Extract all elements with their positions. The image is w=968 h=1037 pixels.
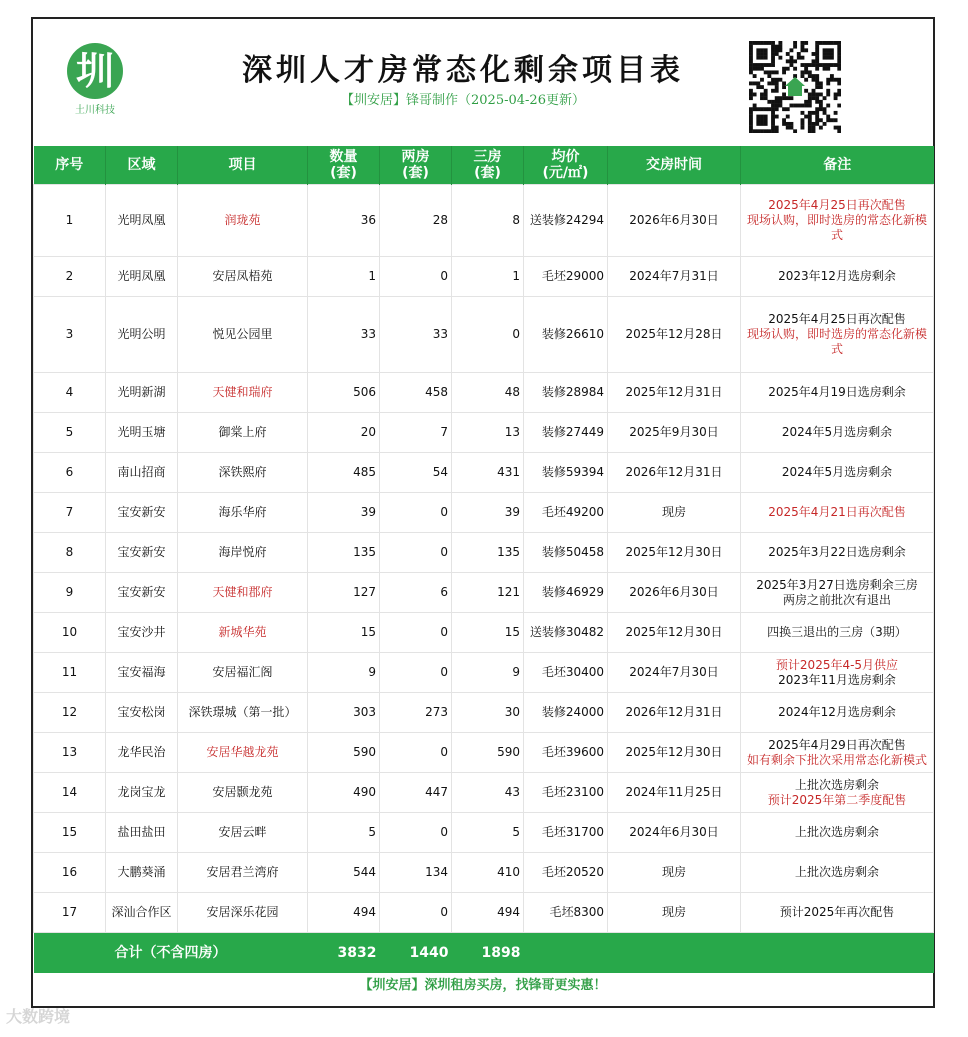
row-two-room: 458 bbox=[380, 373, 452, 413]
note-line: 2025年4月25日再次配售 bbox=[768, 198, 906, 212]
row-project: 悦见公园里 bbox=[178, 297, 308, 373]
row-delivery: 2026年12月31日 bbox=[608, 453, 741, 493]
note-line: 上批次选房剩余 bbox=[794, 777, 879, 792]
row-delivery: 2025年12月30日 bbox=[608, 613, 741, 653]
row-number: 2 bbox=[34, 257, 106, 297]
row-three-room: 0 bbox=[452, 297, 524, 373]
row-number: 1 bbox=[34, 185, 106, 257]
row-delivery: 2024年7月31日 bbox=[608, 257, 741, 297]
table-row bbox=[34, 733, 934, 773]
column-header: 项目 bbox=[178, 146, 308, 185]
row-number: 13 bbox=[34, 733, 106, 773]
table-row bbox=[34, 813, 934, 853]
row-delivery: 2024年6月30日 bbox=[608, 813, 741, 853]
row-notes bbox=[741, 185, 934, 257]
row-two-room: 0 bbox=[380, 257, 452, 297]
total-label: 合计（不含四房） bbox=[34, 933, 308, 974]
row-price: 毛坯23100 bbox=[524, 773, 608, 813]
row-price: 毛坯49200 bbox=[524, 493, 608, 533]
header bbox=[33, 19, 933, 145]
row-price: 毛坯20520 bbox=[524, 853, 608, 893]
footer-slogan: 【圳安居】深圳租房买房，找锋哥更实惠！ bbox=[359, 978, 607, 993]
row-notes bbox=[741, 373, 934, 413]
row-area: 宝安松岗 bbox=[106, 693, 178, 733]
row-delivery: 现房 bbox=[608, 893, 741, 933]
row-area: 盐田盐田 bbox=[106, 813, 178, 853]
row-number: 4 bbox=[34, 373, 106, 413]
row-quantity: 5 bbox=[308, 813, 380, 853]
row-project: 安居深乐花园 bbox=[178, 893, 308, 933]
row-two-room: 0 bbox=[380, 733, 452, 773]
row-three-room: 135 bbox=[452, 533, 524, 573]
row-price: 装修50458 bbox=[524, 533, 608, 573]
row-project: 天健和郡府 bbox=[178, 573, 308, 613]
row-two-room: 0 bbox=[380, 533, 452, 573]
row-quantity: 303 bbox=[308, 693, 380, 733]
row-project: 御棠上府 bbox=[178, 413, 308, 453]
table-row bbox=[34, 413, 934, 453]
total-two: 1440 bbox=[380, 933, 452, 974]
row-project: 新城华苑 bbox=[178, 613, 308, 653]
row-price: 毛坯8300 bbox=[524, 893, 608, 933]
table-header-row bbox=[34, 146, 934, 185]
row-price: 送装修30482 bbox=[524, 613, 608, 653]
row-quantity: 590 bbox=[308, 733, 380, 773]
table-row bbox=[34, 613, 934, 653]
row-notes bbox=[741, 693, 934, 733]
row-number: 6 bbox=[34, 453, 106, 493]
row-number: 15 bbox=[34, 813, 106, 853]
row-delivery: 2025年12月31日 bbox=[608, 373, 741, 413]
row-area: 南山招商 bbox=[106, 453, 178, 493]
note-line: 2025年3月22日选房剩余 bbox=[768, 545, 906, 559]
row-area: 龙华民治 bbox=[106, 733, 178, 773]
row-project: 海岸悦府 bbox=[178, 533, 308, 573]
note-line: 2024年5月选房剩余 bbox=[781, 465, 893, 479]
table-row bbox=[34, 853, 934, 893]
row-project: 安居云畔 bbox=[178, 813, 308, 853]
row-notes bbox=[741, 493, 934, 533]
row-delivery: 2025年12月30日 bbox=[608, 533, 741, 573]
table-row bbox=[34, 533, 934, 573]
table-row bbox=[34, 693, 934, 733]
table-row bbox=[34, 573, 934, 613]
note-line: 四换三退出的三房（3期） bbox=[767, 625, 907, 639]
row-project: 安居华越龙苑 bbox=[178, 733, 308, 773]
watermark: 大数跨境 bbox=[6, 1007, 71, 1026]
row-price: 装修27449 bbox=[524, 413, 608, 453]
total-three: 1898 bbox=[452, 933, 524, 974]
row-delivery: 2024年7月30日 bbox=[608, 653, 741, 693]
row-area: 龙岗宝龙 bbox=[106, 773, 178, 813]
row-two-room: 6 bbox=[380, 573, 452, 613]
qr-code-icon bbox=[749, 41, 841, 133]
row-quantity: 506 bbox=[308, 373, 380, 413]
table-row bbox=[34, 493, 934, 533]
table-row bbox=[34, 773, 934, 813]
note-line: 2024年12月选房剩余 bbox=[778, 705, 896, 719]
table-row bbox=[34, 257, 934, 297]
row-notes bbox=[741, 297, 934, 373]
row-price: 装修26610 bbox=[524, 297, 608, 373]
row-quantity: 135 bbox=[308, 533, 380, 573]
column-header: 三房 (套) bbox=[452, 146, 524, 185]
project-table-area bbox=[33, 146, 933, 973]
total-qty: 3832 bbox=[308, 933, 380, 974]
row-three-room: 39 bbox=[452, 493, 524, 533]
row-project: 深铁璟城（第一批） bbox=[178, 693, 308, 733]
row-quantity: 9 bbox=[308, 653, 380, 693]
note-line: 现场认购，即时选房的常态化新模式 bbox=[746, 327, 927, 356]
note-line: 2023年11月选房剩余 bbox=[778, 672, 896, 687]
row-two-room: 0 bbox=[380, 653, 452, 693]
row-delivery: 现房 bbox=[608, 493, 741, 533]
row-notes bbox=[741, 257, 934, 297]
row-two-room: 28 bbox=[380, 185, 452, 257]
note-line: 2025年4月29日再次配售 bbox=[768, 737, 906, 752]
table-row bbox=[34, 893, 934, 933]
row-quantity: 15 bbox=[308, 613, 380, 653]
row-quantity: 1 bbox=[308, 257, 380, 297]
row-two-room: 7 bbox=[380, 413, 452, 453]
row-number: 5 bbox=[34, 413, 106, 453]
row-area: 光明新湖 bbox=[106, 373, 178, 413]
row-quantity: 20 bbox=[308, 413, 380, 453]
row-area: 光明凤凰 bbox=[106, 185, 178, 257]
row-two-room: 0 bbox=[380, 613, 452, 653]
row-price: 装修59394 bbox=[524, 453, 608, 493]
row-area: 光明公明 bbox=[106, 297, 178, 373]
row-two-room: 0 bbox=[380, 813, 452, 853]
row-price: 装修46929 bbox=[524, 573, 608, 613]
row-three-room: 494 bbox=[452, 893, 524, 933]
row-quantity: 490 bbox=[308, 773, 380, 813]
row-notes bbox=[741, 733, 934, 773]
column-header: 区域 bbox=[106, 146, 178, 185]
row-price: 毛坯29000 bbox=[524, 257, 608, 297]
row-three-room: 8 bbox=[452, 185, 524, 257]
row-notes bbox=[741, 573, 934, 613]
column-header: 交房时间 bbox=[608, 146, 741, 185]
row-notes bbox=[741, 533, 934, 573]
row-three-room: 121 bbox=[452, 573, 524, 613]
table-row bbox=[34, 453, 934, 493]
note-line: 2025年4月25日再次配售 bbox=[768, 312, 906, 326]
row-project: 安居君兰湾府 bbox=[178, 853, 308, 893]
row-area: 宝安沙井 bbox=[106, 613, 178, 653]
row-notes bbox=[741, 853, 934, 893]
sheet bbox=[31, 17, 935, 1008]
row-number: 8 bbox=[34, 533, 106, 573]
note-line: 2024年5月选房剩余 bbox=[781, 425, 893, 439]
row-delivery: 2025年12月30日 bbox=[608, 733, 741, 773]
column-header: 数量 (套) bbox=[308, 146, 380, 185]
row-number: 14 bbox=[34, 773, 106, 813]
row-price: 毛坯31700 bbox=[524, 813, 608, 853]
row-notes bbox=[741, 813, 934, 853]
note-line: 预计2025年4-5月供应 bbox=[775, 657, 899, 672]
row-notes bbox=[741, 413, 934, 453]
note-line: 上批次选房剩余 bbox=[794, 825, 879, 839]
row-area: 宝安新安 bbox=[106, 533, 178, 573]
row-number: 3 bbox=[34, 297, 106, 373]
row-number: 10 bbox=[34, 613, 106, 653]
note-line: 现场认购，即时选房的常态化新模式 bbox=[746, 213, 927, 242]
row-area: 光明凤凰 bbox=[106, 257, 178, 297]
row-price: 毛坯39600 bbox=[524, 733, 608, 773]
row-area: 宝安新安 bbox=[106, 573, 178, 613]
row-delivery: 2026年6月30日 bbox=[608, 185, 741, 257]
row-quantity: 544 bbox=[308, 853, 380, 893]
row-number: 16 bbox=[34, 853, 106, 893]
row-project: 天健和瑞府 bbox=[178, 373, 308, 413]
row-delivery: 现房 bbox=[608, 853, 741, 893]
row-quantity: 494 bbox=[308, 893, 380, 933]
row-three-room: 15 bbox=[452, 613, 524, 653]
row-notes bbox=[741, 453, 934, 493]
row-quantity: 36 bbox=[308, 185, 380, 257]
row-quantity: 39 bbox=[308, 493, 380, 533]
row-price: 送装修24294 bbox=[524, 185, 608, 257]
row-quantity: 33 bbox=[308, 297, 380, 373]
note-line: 2025年4月19日选房剩余 bbox=[768, 385, 906, 399]
project-table bbox=[33, 146, 934, 973]
row-three-room: 5 bbox=[452, 813, 524, 853]
row-two-room: 0 bbox=[380, 893, 452, 933]
note-line: 预计2025年第二季度配售 bbox=[767, 792, 907, 807]
row-number: 12 bbox=[34, 693, 106, 733]
row-project: 海乐华府 bbox=[178, 493, 308, 533]
row-two-room: 273 bbox=[380, 693, 452, 733]
row-project: 安居颢龙苑 bbox=[178, 773, 308, 813]
row-two-room: 33 bbox=[380, 297, 452, 373]
row-project: 安居凤梧苑 bbox=[178, 257, 308, 297]
row-three-room: 30 bbox=[452, 693, 524, 733]
row-price: 装修28984 bbox=[524, 373, 608, 413]
row-delivery: 2026年12月31日 bbox=[608, 693, 741, 733]
row-two-room: 134 bbox=[380, 853, 452, 893]
row-two-room: 0 bbox=[380, 493, 452, 533]
row-area: 宝安新安 bbox=[106, 493, 178, 533]
note-line: 2025年4月21日再次配售 bbox=[768, 505, 906, 519]
logo-subtitle: 土川科技 bbox=[75, 105, 115, 116]
row-delivery: 2025年12月28日 bbox=[608, 297, 741, 373]
row-three-room: 1 bbox=[452, 257, 524, 297]
row-three-room: 13 bbox=[452, 413, 524, 453]
table-row bbox=[34, 185, 934, 257]
row-price: 装修24000 bbox=[524, 693, 608, 733]
row-number: 17 bbox=[34, 893, 106, 933]
logo: 圳 bbox=[67, 43, 123, 99]
row-quantity: 485 bbox=[308, 453, 380, 493]
column-header: 序号 bbox=[34, 146, 106, 185]
row-area: 深汕合作区 bbox=[106, 893, 178, 933]
note-line: 2025年3月27日选房剩余三房 bbox=[756, 577, 918, 592]
row-delivery: 2026年6月30日 bbox=[608, 573, 741, 613]
row-price: 毛坯30400 bbox=[524, 653, 608, 693]
column-header: 均价 (元/㎡) bbox=[524, 146, 608, 185]
row-area: 光明玉塘 bbox=[106, 413, 178, 453]
row-three-room: 48 bbox=[452, 373, 524, 413]
row-area: 大鹏葵涌 bbox=[106, 853, 178, 893]
note-line: 两房之前批次有退出 bbox=[782, 592, 891, 607]
row-number: 7 bbox=[34, 493, 106, 533]
column-header: 备注 bbox=[741, 146, 934, 185]
row-two-room: 447 bbox=[380, 773, 452, 813]
table-row bbox=[34, 653, 934, 693]
row-project: 安居福汇阁 bbox=[178, 653, 308, 693]
row-delivery: 2024年11月25日 bbox=[608, 773, 741, 813]
row-three-room: 410 bbox=[452, 853, 524, 893]
page-subtitle: 【圳安居】锋哥制作（2025-04-26更新） bbox=[341, 93, 585, 108]
row-project: 深铁熙府 bbox=[178, 453, 308, 493]
row-three-room: 43 bbox=[452, 773, 524, 813]
row-notes bbox=[741, 893, 934, 933]
note-line: 如有剩余下批次采用常态化新模式 bbox=[746, 752, 927, 767]
row-three-room: 9 bbox=[452, 653, 524, 693]
page-title: 深圳人才房常态化剩余项目表 bbox=[242, 53, 684, 88]
row-area: 宝安福海 bbox=[106, 653, 178, 693]
row-number: 11 bbox=[34, 653, 106, 693]
row-two-room: 54 bbox=[380, 453, 452, 493]
row-notes bbox=[741, 773, 934, 813]
row-three-room: 431 bbox=[452, 453, 524, 493]
row-number: 9 bbox=[34, 573, 106, 613]
table-row bbox=[34, 373, 934, 413]
row-project: 润珑苑 bbox=[178, 185, 308, 257]
row-three-room: 590 bbox=[452, 733, 524, 773]
note-line: 预计2025年再次配售 bbox=[779, 905, 895, 919]
row-notes bbox=[741, 653, 934, 693]
row-quantity: 127 bbox=[308, 573, 380, 613]
note-line: 上批次选房剩余 bbox=[794, 865, 879, 879]
table-row bbox=[34, 297, 934, 373]
note-line: 2023年12月选房剩余 bbox=[778, 269, 896, 283]
column-header: 两房 (套) bbox=[380, 146, 452, 185]
row-notes bbox=[741, 613, 934, 653]
row-delivery: 2025年9月30日 bbox=[608, 413, 741, 453]
